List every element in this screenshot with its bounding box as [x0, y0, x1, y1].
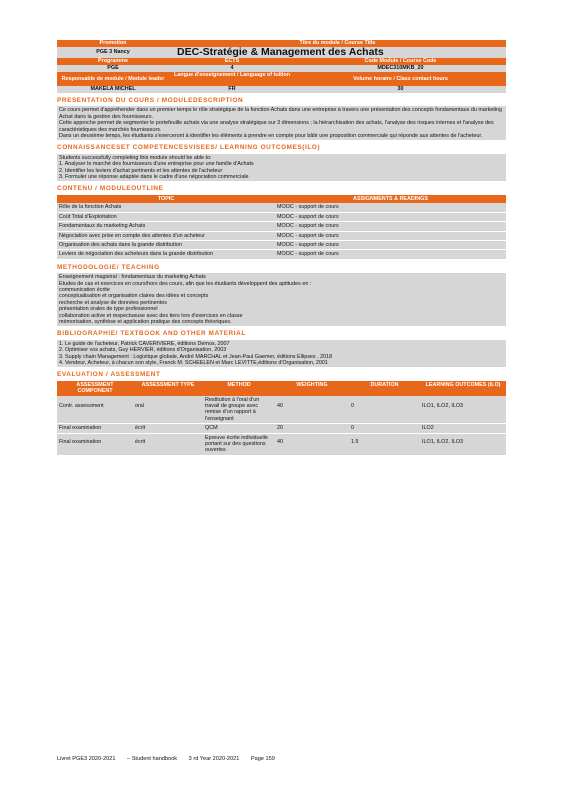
programme-label: Programme [57, 58, 169, 65]
topic-cell: Négociation avec prise en compte des attentes d'un acheteur [57, 231, 275, 240]
type-cell: écrit [133, 433, 203, 455]
contenu-table-header [57, 195, 506, 203]
method-line: conceptualisation et organisation claires des idées et concepts [59, 293, 209, 300]
assign-cell: MOOC - support de cours [275, 222, 506, 231]
table-row [57, 203, 506, 212]
assign-cell: MOOC - support de cours [275, 250, 506, 259]
bibliographie-box [57, 340, 506, 368]
method-line: présentation orales de type professionnel [59, 306, 158, 313]
presentation-title: PRESENTATION DU COURS / MODULEDESCRIPTION [57, 97, 244, 104]
methodologie-box [57, 273, 506, 326]
duration-cell: 0 [349, 396, 420, 424]
topic-cell: Coût Total d'Exploitation [57, 212, 275, 221]
weighting-cell: 40 [275, 433, 349, 455]
code-value: MDEC310MKB_20 [295, 65, 506, 72]
type-cell: écrit [133, 424, 203, 433]
bib-item: 1. Le guide de l'acheteur, Patrick CAVERIVIERE, éditions Demos, 2007 [59, 340, 230, 347]
topic-cell: Organisation des achats dans la grande distribution [57, 240, 275, 249]
volume-label: Volume horaire / Class contact hours [295, 72, 506, 86]
table-row [57, 424, 506, 433]
duration-cell: 0 [349, 424, 420, 433]
ects-value: 4 [169, 65, 295, 72]
weighting-cell: 40 [275, 396, 349, 424]
header-row-labels-2 [57, 58, 506, 65]
col-duration: DURATION [349, 381, 420, 396]
bib-item: 2. Optimiser vos achats, Guy HERVIER, éditions d'Organisation, 2003 [59, 347, 227, 354]
type-cell: oral [133, 396, 203, 424]
promotion-label: Promotion [57, 40, 169, 47]
topic-cell: Leviers de négociation des acheteurs dans la grande distribution [57, 250, 275, 259]
footer-year: 3 rd Year 2020-2021 [188, 756, 240, 762]
volume-value: 30 [295, 86, 506, 93]
presentation-box [57, 106, 506, 140]
header-row-values-1 [57, 47, 506, 58]
method-cell: QCM [203, 424, 275, 433]
assign-cell: MOOC - support de cours [275, 240, 506, 249]
col-ilo: LEARNING OUTCOMES (ILO) [420, 381, 506, 396]
footer-livret: Livret PGE3 2020-2021 [57, 756, 116, 762]
page-footer [57, 756, 285, 762]
method-line: mémorisation, synthèse et application pratique des concepts théoriques. [59, 318, 232, 325]
langue-label: Langue d'enseignement / Language of tuition [169, 72, 295, 86]
table-row [57, 396, 506, 424]
responsable-value: MAKELA MICHEL [57, 86, 169, 93]
outcome-item: 3. Formuler une réponse adaptée dans le cadre d'une négociation commerciale [59, 174, 249, 181]
col-type: ASSESSMENT TYPE [133, 381, 203, 396]
method-cell: Epreuve écrite individuelle portant sur des questions ouvertes [203, 433, 275, 455]
assign-cell: MOOC - support de cours [275, 203, 506, 212]
topic-cell: Rôle de la fonction Achats [57, 203, 275, 212]
evaluation-table [57, 381, 506, 456]
contenu-table [57, 195, 506, 260]
ilo-cell: ILO2 [420, 424, 506, 433]
module-title: DEC-Stratégie & Management des Achats [169, 47, 506, 58]
bib-item: 4. Vendeur, Acheteur, à chacun son style, Franck M. SCHEELEN et Marc LEVITTE,éditions d'Organisation, 2001 [59, 360, 328, 366]
duration-cell: 1.5 [349, 433, 420, 455]
method-line: recherche et analyse de données pertinentes [59, 299, 167, 306]
header-row-labels-1 [57, 40, 506, 47]
col-weighting: WEIGHTING [275, 381, 349, 396]
col-component: ASSESSMENT COMPONENT [57, 381, 133, 396]
footer-handbook: – Student handbook [127, 756, 178, 762]
method-line: Etudes de cas et exercices en cours/hors des cours, afin que les étudiants développent des aptitudes en : [59, 280, 312, 287]
topic-cell: Fondamentaux du marketing Achats [57, 222, 275, 231]
component-cell: Final examination [57, 433, 133, 455]
promotion-value: PGE 3 Nancy [57, 47, 169, 58]
col-assignments: ASSIGNMENTS & READINGS [275, 195, 506, 203]
programme-value: PGE [57, 65, 169, 72]
evaluation-title: EVALUATION / ASSESSMENT [57, 371, 161, 379]
course-sheet [57, 40, 506, 456]
evaluation-table-header [57, 381, 506, 396]
ilo-cell: ILO1, ILO2, ILO3 [420, 433, 506, 455]
outcomes-intro: Students successfully completing this module should be able to: [59, 154, 212, 161]
assign-cell: MOOC - support de cours [275, 212, 506, 221]
outcome-item: 2. Identifier les leviers d'achat pertinents et les attentes de l'acheteur [59, 167, 223, 174]
outcomes-title: CONNAISSANCESET COMPETENCESVISEES/ LEARNING OUTCOMES(ILO) [57, 144, 321, 152]
ilo-cell: ILO1, ILO2, ILO3 [420, 396, 506, 424]
methodologie-title: METHODOLOGIE/ TEACHING [57, 263, 160, 271]
method-line: collaboration active et respectueuse avec des tiers lors d'exercices en classe [59, 312, 243, 319]
presentation-line: Ce cours permet d'appréhender dans un premier temps le rôle stratégique de la fonction Achats dans une entreprise à travers une présentation des concepts fondamentaux du marketing Achat dans la gestion des fournisseurs. [59, 107, 503, 120]
bib-item: 3. Supply chain Management : Logistique globale, André MARCHAL et Jean-Paul Gaemer, éditions Ellipses , 2018 [59, 353, 333, 360]
table-row [57, 212, 506, 221]
outcomes-box [57, 154, 506, 182]
table-row [57, 240, 506, 249]
component-cell: Final examination [57, 424, 133, 433]
header-row-values-3 [57, 86, 506, 93]
weighting-cell: 20 [275, 424, 349, 433]
method-line: communication écrite [59, 286, 110, 293]
header-row-values-2 [57, 65, 506, 72]
table-row [57, 250, 506, 259]
code-label: Code Module / Course Code [295, 58, 506, 65]
ects-label: ECTS [169, 58, 295, 65]
table-row [57, 222, 506, 231]
method-line: Enseignement magistral : fondamentaux du marketing Achats [59, 274, 206, 281]
outcome-item: 1. Analyser le marché des fournisseurs d'une entreprise pour une famille d'Achats [59, 161, 254, 168]
bibliographie-title: BIBLIOGRAPHIE/ TEXTBOOK AND OTHER MATERIAL [57, 330, 246, 338]
component-cell: Contr. assessment [57, 396, 133, 424]
table-row [57, 231, 506, 240]
contenu-title: CONTENU / MODULEOUTLINE [57, 185, 164, 193]
header-row-labels-3 [57, 72, 506, 86]
responsable-label: Responsable de module / Module leader [57, 72, 169, 86]
assign-cell: MOOC - support de cours [275, 231, 506, 240]
table-row [57, 433, 506, 455]
module-title-label: Titre du module / Course Title [169, 40, 506, 47]
langue-value: FR [169, 86, 295, 93]
col-topic: TOPIC [57, 195, 275, 203]
col-method: METHOD [203, 381, 275, 396]
presentation-line: Dans un deuxième temps, les étudiants s'exerceront à identifier les éléments à prendre en compte pour bâtir une proposition commerciale qui réponde aux attentes de l'acheteur. [59, 133, 483, 140]
footer-page: Page 159 [250, 756, 275, 762]
presentation-line: Cette approche permet de segmenter le portefeuille achats via une analyse stratégique sur 3 dimensions ; la hiérarchisation des achats, l'analyse des risques internes et l'analyse des caractéristiques des marchés fournisseurs. [59, 120, 494, 133]
method-cell: Restitution à l'oral d'un travail de groupe avec remise d'un rapport à l'enseignant [203, 396, 275, 424]
